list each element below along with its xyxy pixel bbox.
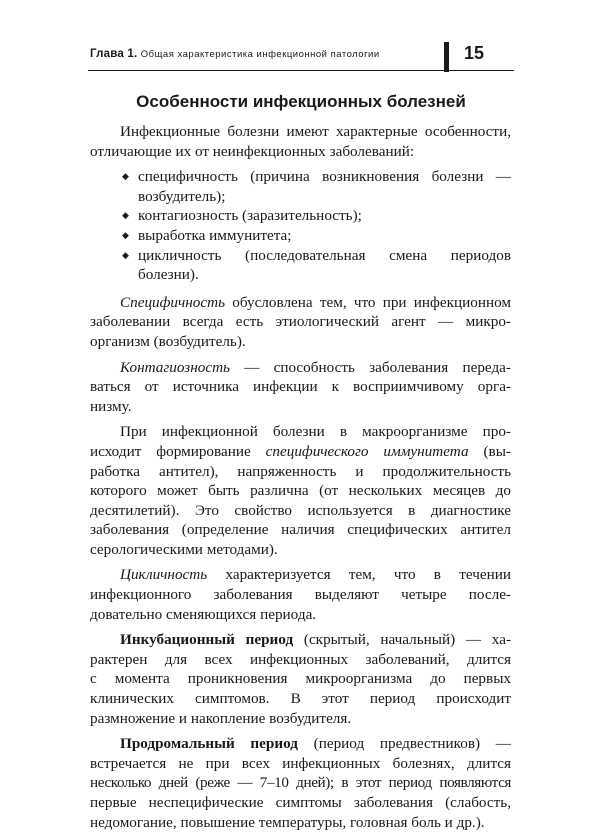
text-line: первые неспецифические симптомы заболевания (слабость, — [90, 794, 511, 811]
text-line: заболевании всегда есть этиологический агент — микро- — [90, 313, 511, 331]
list-item — [90, 167, 511, 187]
text-line: выработка иммунитета; — [138, 226, 292, 244]
text-line: специфичность (причина возникновения болезни — — [138, 168, 511, 186]
text-line — [90, 358, 511, 378]
text-fragment: (скрытый, начальный) — ха- — [293, 631, 511, 649]
italic-term: Цикличность — [120, 566, 208, 584]
text-fragment: — способность заболевания переда- — [229, 358, 511, 376]
text-line: контагиозность (заразительность); — [138, 207, 362, 225]
text-line: несколько дней (реже — 7–10 дней); в этот период появляются — [90, 774, 511, 792]
text-line: десятилетий). Это свойство используется в диагностике — [90, 501, 511, 519]
text-line: недомогание, повышение температуры, головная боль и др.). — [90, 813, 485, 831]
section-title: Особенности инфекционных болезней — [136, 92, 466, 111]
paragraph-specificity — [90, 293, 511, 352]
text-line: встречается не при всех инфекционных болезнях, длится — [90, 754, 511, 772]
header-chapter-title: Общая характеристика инфекционной патологии — [140, 49, 380, 60]
text-fragment: характеризуется тем, что в течении — [207, 566, 511, 584]
list-item — [90, 246, 511, 266]
paragraph-immunity — [90, 422, 511, 559]
text-line: серологическими методами). — [90, 540, 278, 558]
body-text — [90, 122, 511, 838]
text-line: работка антител), напряженность и продолжительность — [90, 462, 511, 480]
bullet-marker-icon: ◆ — [122, 229, 129, 240]
text-line: При инфекционной болезни в макроорганизме про- — [120, 423, 511, 441]
paragraph-contagiousness — [90, 358, 511, 417]
running-header — [88, 40, 514, 71]
text-line: ваться от источника инфекции к восприимчивому орга- — [90, 378, 511, 396]
text-line: рактерен для всех инфекционных заболеваний, длится — [90, 650, 511, 668]
page-number: 15 — [464, 43, 485, 63]
text-line: инфекционного заболевания выделяют четыре после- — [90, 586, 511, 604]
text-line: с момента проникновения микроорганизма до первых — [90, 670, 511, 688]
paragraph-cyclicity — [90, 565, 511, 624]
text-fragment: (период предвестников) — — [297, 735, 511, 753]
text-line: клинических симптомов. В этот период происходит — [90, 690, 511, 708]
text-fragment: обусловлена тем, что при инфекционном — [225, 293, 511, 311]
text-line — [90, 293, 511, 313]
text-line: организм (возбудитель). — [90, 332, 246, 350]
header-chapter: Глава 1. — [90, 48, 138, 60]
text-fragment: (вы- — [468, 442, 511, 460]
italic-term: Контагиозность — [120, 358, 230, 376]
bullet-marker-icon: ◆ — [122, 210, 129, 221]
text-line: размножение и накопление возбудителя. — [90, 709, 352, 727]
text-line: заболевания (определение наличия специфических антител — [90, 521, 511, 539]
text-line: возбудитель); — [138, 187, 226, 205]
bold-term: Продромальный период — [120, 735, 298, 753]
bullet-marker-icon: ◆ — [122, 249, 129, 260]
text-line — [90, 630, 511, 650]
list-item — [90, 206, 511, 226]
text-line — [90, 565, 511, 585]
text-line — [90, 442, 511, 462]
bold-term: Инкубационный период — [120, 631, 294, 649]
text-line — [90, 734, 511, 754]
text-line: Инфекционные болезни имеют характерные особенности, — [120, 123, 511, 140]
text-line: отличающие их от неинфекционных заболеваний: — [90, 142, 415, 160]
text-line: которого может быть различна (от нескольких месяцев до — [90, 482, 511, 500]
bullet-marker-icon: ◆ — [122, 171, 129, 182]
header-separator-bar — [444, 42, 449, 72]
paragraph-prodromal — [90, 734, 511, 832]
header-chapter-text — [90, 48, 380, 60]
text-line: цикличность (последовательная смена периодов — [138, 246, 511, 264]
text-line: низму. — [90, 397, 132, 415]
paragraph-intro — [90, 122, 511, 161]
italic-term: специфического иммунитета — [265, 442, 469, 460]
italic-term: Специфичность — [120, 293, 226, 311]
bullet-list — [90, 167, 511, 285]
paragraph-incubation — [90, 630, 511, 728]
text-fragment: исходит формирование — [90, 442, 266, 460]
list-item — [90, 226, 511, 246]
text-line: довательно сменяющихся периода. — [90, 605, 317, 623]
text-line: болезни). — [138, 266, 199, 284]
